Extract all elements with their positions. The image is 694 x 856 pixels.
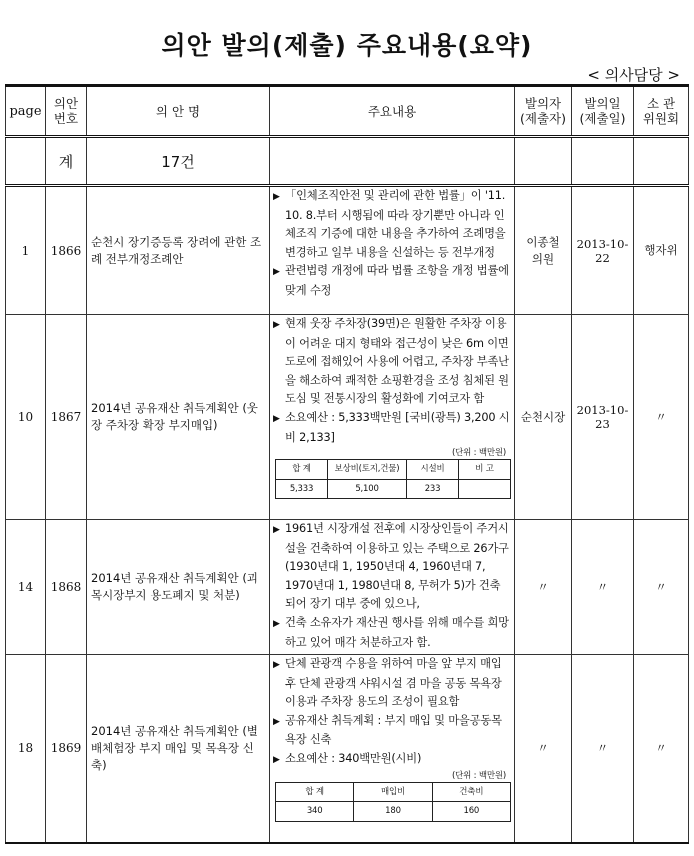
header-number: 의안 번호 [46, 86, 87, 137]
budget-value: 5,100 [328, 479, 407, 499]
table-row [6, 520, 689, 655]
row-bill-name: 2014년 공유재산 취득계획안 (별배체험장 부지 매입 및 목욕장 신축) [87, 655, 270, 843]
budget-header: 시설비 [407, 460, 459, 480]
row-committee: 〃 [634, 655, 689, 843]
document-title: 의안 발의(제출) 주요내용(요약) [161, 31, 533, 60]
budget-header: 합 계 [276, 460, 328, 480]
budget-header: 합 계 [276, 782, 354, 802]
budget-value: 233 [407, 479, 459, 499]
row-committee: 〃 [634, 520, 689, 655]
header-committee: 소 관 위원회 [634, 86, 689, 137]
header-row [6, 86, 689, 137]
total-row [6, 137, 689, 186]
header-content: 주요내용 [270, 86, 515, 137]
header-name: 의 안 명 [87, 86, 270, 137]
budget-header: 건축비 [432, 782, 510, 802]
department-label: < 의사담당 > [587, 66, 680, 84]
budget-value: 340 [276, 802, 354, 822]
row-bill-name: 2014년 공유재산 취득계획안 (괴목시장부지 용도폐지 및 처분) [87, 520, 270, 655]
row-committee: 〃 [634, 315, 689, 520]
row-content [270, 315, 515, 520]
row-content [270, 520, 515, 655]
row-page: 10 [6, 315, 46, 520]
row-date: 2013-10-22 [572, 186, 634, 315]
content-item: ▶ 현재 웃장 주차장(39면)은 원활한 주차장 이용이 어려운 대지 형태와 접근성이 낮은 6m 이면도로에 접해있어 사용에 어렵고, 주차장 부족난을 해소하여 쾌적한 쇼핑환경을 조성 침체된 원도심 및 전통시장의 활성화에 기여코자 함 [273, 315, 510, 409]
total-label: 계 [46, 137, 87, 186]
budget-value: 180 [354, 802, 432, 822]
row-proposer: 이종철 의원 [515, 186, 572, 315]
content-item: ▶ 공유재산 취득계획 : 부지 매입 및 마을공동목욕장 신축 [273, 712, 510, 750]
row-date: 〃 [572, 655, 634, 843]
row-content [270, 186, 515, 315]
table-row [6, 315, 689, 520]
row-number: 1866 [46, 186, 87, 315]
budget-header: 비 고 [459, 460, 511, 480]
content-item: ▶ 소요예산 : 5,333백만원 [국비(광특) 3,200 시비 2,133] [273, 409, 510, 447]
row-committee: 행자위 [634, 186, 689, 315]
row-proposer: 〃 [515, 520, 572, 655]
content-item: ▶ 관련법령 개정에 따라 법률 조항을 개정 법률에 맞게 수정 [273, 262, 510, 300]
row-page: 18 [6, 655, 46, 843]
row-bill-name: 2014년 공유재산 취득계획안 (웃장 주차장 확장 부지매입) [87, 315, 270, 520]
header-proposer: 발의자 (제출자) [515, 86, 572, 137]
row-proposer: 〃 [515, 655, 572, 843]
content-item: ▶ 소요예산 : 340백만원(시비) [273, 750, 510, 770]
header-page: page [6, 86, 46, 137]
budget-value [459, 479, 511, 499]
row-date: 〃 [572, 520, 634, 655]
content-item: ▶ 「인체조직안전 및 관리에 관한 법률」이 '11. 10. 8.부터 시행됨에 따라 장기뿐만 아니라 인체조직 기증에 대한 내용을 추가하여 조례명을 변경하고 일부 내용을 신설하는 등 전부개정 [273, 187, 510, 262]
budget-header: 매입비 [354, 782, 432, 802]
total-count: 17건 [87, 137, 270, 186]
row-bill-name: 순천시 장기증등록 장려에 관한 조례 전부개정조례안 [87, 186, 270, 315]
row-number: 1869 [46, 655, 87, 843]
row-page: 14 [6, 520, 46, 655]
budget-header: 보상비(토지,건물) [328, 460, 407, 480]
row-number: 1867 [46, 315, 87, 520]
budget-unit: (단위 : 백만원) [452, 770, 506, 781]
budget-table [275, 782, 511, 822]
budget-unit: (단위 : 백만원) [452, 448, 506, 459]
content-item: ▶ 단체 관광객 수용을 위하여 마을 앞 부지 매입 후 단체 관광객 샤워시설 겸 마을 공동 목욕장 이용과 주차장 용도의 조성이 필요함 [273, 655, 510, 712]
row-content [270, 655, 515, 843]
header-date: 발의일 (제출일) [572, 86, 634, 137]
budget-table [275, 459, 511, 499]
budget-value: 5,333 [276, 479, 328, 499]
budget-value: 160 [432, 802, 510, 822]
table-row [6, 186, 689, 315]
content-item: ▶ 건축 소유자가 재산권 행사를 위해 매수를 희망하고 있어 매각 처분하고자 함. [273, 614, 510, 652]
row-date: 2013-10-23 [572, 315, 634, 520]
table-row [6, 655, 689, 843]
content-item: ▶ 1961년 시장개설 전후에 시장상인들이 주거시설을 건축하여 이용하고 있는 주택으로 26가구(1930년대 1, 1950년대 4, 1960년대 7, 1970년대 1, 1980년대 8, 무허가 5)가 건축되어 장기 대부 중에 있으나, [273, 520, 510, 614]
row-proposer: 순천시장 [515, 315, 572, 520]
row-number: 1868 [46, 520, 87, 655]
bill-summary-table [5, 84, 689, 844]
row-page: 1 [6, 186, 46, 315]
